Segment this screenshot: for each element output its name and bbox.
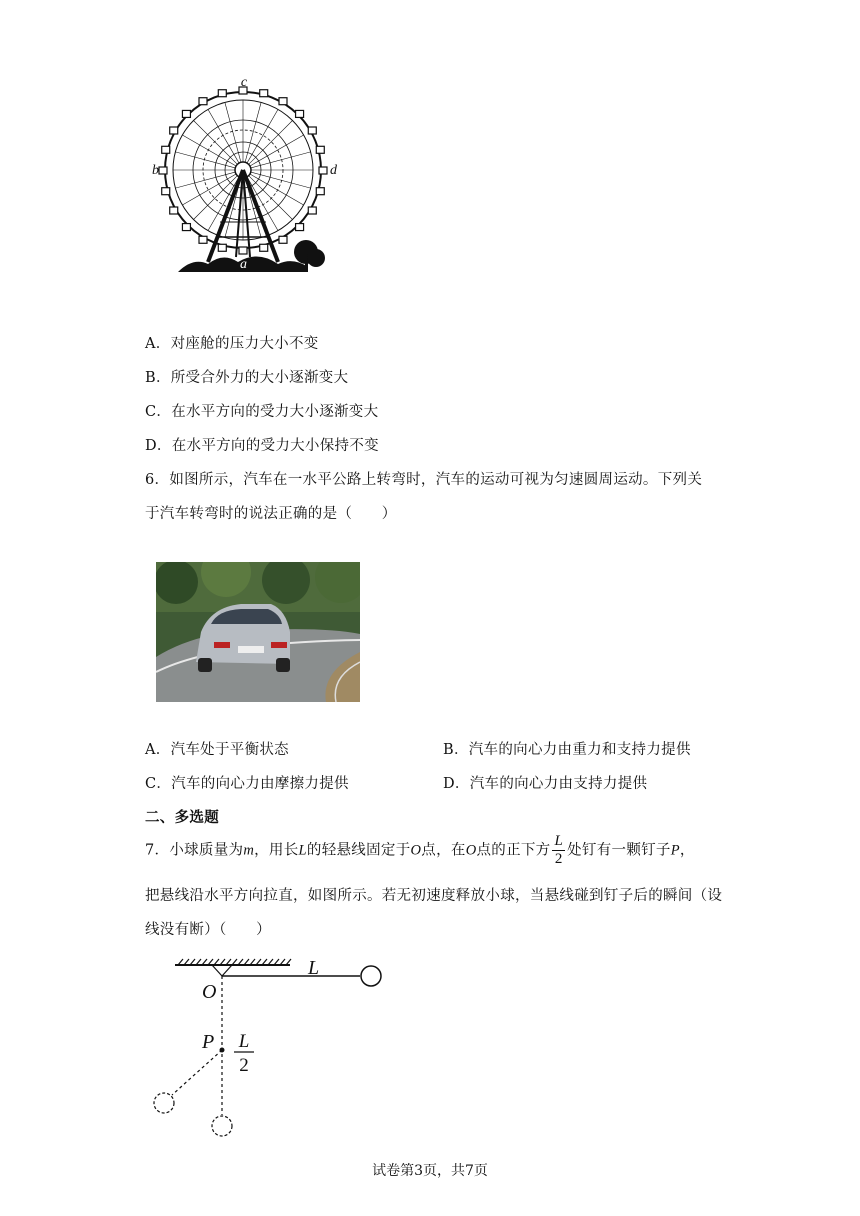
- ferris-cabin: [296, 110, 304, 117]
- pendulum-figure: [150, 950, 400, 1145]
- ferris-cabin: [239, 247, 247, 254]
- ferris-cabin: [199, 98, 207, 105]
- section-title-multi-choice: 二、多选题: [145, 809, 219, 826]
- q6-option-a[interactable]: A．汽车处于平衡状态: [145, 742, 289, 758]
- ferris-cabin: [218, 244, 226, 251]
- ferris-cabin: [159, 167, 167, 174]
- page-footer: 试卷第3页，共7页: [372, 1163, 488, 1179]
- ferris-cabin: [316, 188, 324, 195]
- ferris-cabin: [182, 224, 190, 231]
- q5-option-b[interactable]: B．所受合外力的大小逐渐变大: [145, 370, 349, 386]
- ferris-cabin: [279, 98, 287, 105]
- label-b: b: [152, 163, 159, 178]
- q6-option-d[interactable]: D．汽车的向心力由支持力提供: [443, 776, 648, 792]
- car-turning-photo: [156, 562, 360, 702]
- ferris-cabin: [218, 90, 226, 97]
- q7-stem-line3: 线没有断）（ ）: [145, 922, 271, 938]
- label-frac-den: 2: [239, 1055, 249, 1076]
- ferris-cabin: [260, 244, 268, 251]
- ferris-cabin: [182, 110, 190, 117]
- ferris-wheel-figure: [148, 72, 348, 277]
- q5-option-c[interactable]: C．在水平方向的受力大小逐渐变大: [145, 404, 379, 420]
- q6-stem-line1: 6．如图所示，汽车在一水平公路上转弯时，汽车的运动可视为匀速圆周运动。下列关: [145, 472, 703, 488]
- q5-option-a[interactable]: A．对座舱的压力大小不变: [145, 336, 319, 352]
- q6-option-c[interactable]: C．汽车的向心力由摩擦力提供: [145, 776, 349, 792]
- label-O: O: [202, 981, 217, 1003]
- q7-stem-line1: 7．小球质量为m，用长L的轻悬线固定于O点，在O点的正下方 $\frac{L}{2}$ 处钉有一颗钉子P，: [145, 833, 695, 867]
- label-L: L: [308, 957, 320, 979]
- ferris-cabin: [308, 127, 316, 134]
- ferris-cabin: [319, 167, 327, 174]
- q7-stem-line2: 把悬线沿水平方向拉直，如图所示。若无初速度释放小球，当悬线碰到钉子后的瞬间（设: [145, 888, 723, 904]
- label-d: d: [330, 163, 337, 178]
- ferris-cabin: [199, 236, 207, 243]
- ferris-cabin: [308, 207, 316, 214]
- fraction-L-over-2: $\frac{L}{2}$: [554, 833, 564, 867]
- label-a: a: [240, 257, 247, 272]
- ferris-cabin: [296, 224, 304, 231]
- ferris-cabin: [170, 207, 178, 214]
- label-c: c: [240, 75, 248, 90]
- q6-stem-line2: 于汽车转弯时的说法正确的是（ ）: [145, 506, 397, 522]
- ferris-cabin: [260, 90, 268, 97]
- q6-option-b[interactable]: B．汽车的向心力由重力和支持力提供: [443, 742, 691, 758]
- ferris-cabin: [162, 146, 170, 153]
- label-P: P: [202, 1031, 215, 1053]
- ferris-cabin: [170, 127, 178, 134]
- ferris-cabin: [316, 146, 324, 153]
- ferris-cabin: [279, 236, 287, 243]
- ferris-cabin: [162, 188, 170, 195]
- q5-option-d[interactable]: D．在水平方向的受力大小保持不变: [145, 438, 379, 454]
- label-frac-num: L: [238, 1031, 250, 1052]
